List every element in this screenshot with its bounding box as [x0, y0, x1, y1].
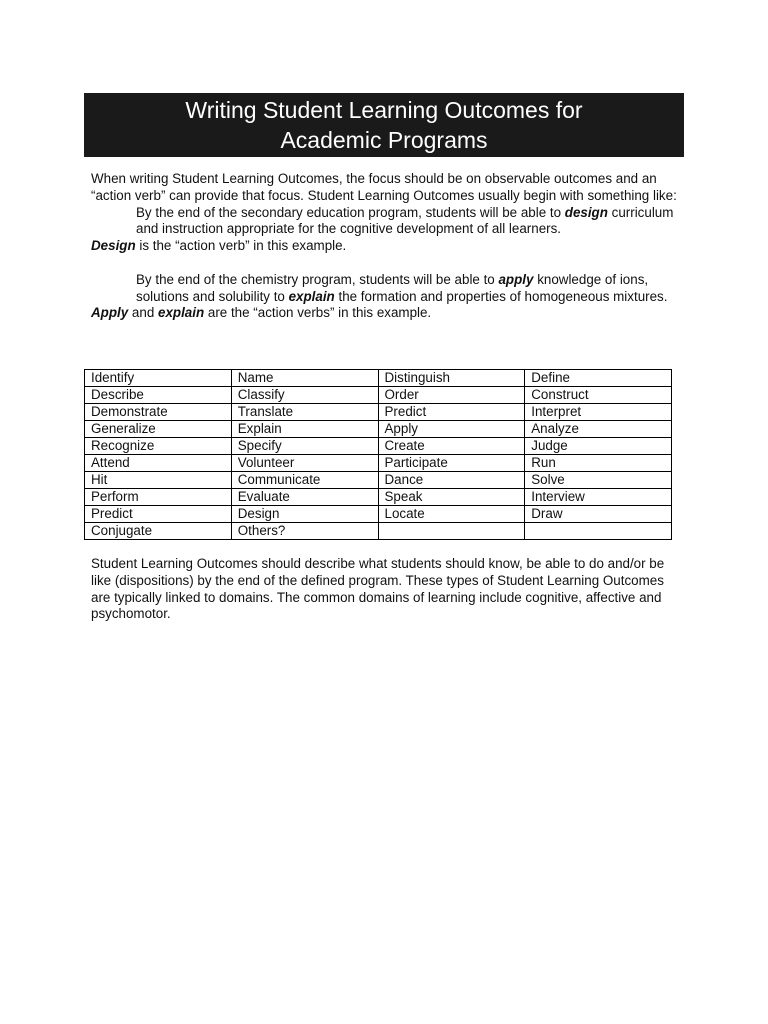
- table-cell: Classify: [231, 387, 378, 404]
- example-1: [91, 205, 681, 239]
- table-cell: Name: [231, 370, 378, 387]
- table-cell: Identify: [85, 370, 232, 387]
- table-row: [85, 370, 672, 387]
- table-row: [85, 455, 672, 472]
- example-2-note-rest: are the “action verbs” in this example.: [204, 305, 432, 321]
- example-1-post: curriculum and instruction appropriate for the cognitive development of all learners.: [136, 204, 674, 237]
- example-2-note-verb-2: explain: [158, 305, 205, 321]
- table-cell: Dance: [378, 472, 525, 489]
- table-cell: Design: [231, 506, 378, 523]
- table-cell: Demonstrate: [85, 404, 232, 421]
- table-row: [85, 387, 672, 404]
- table-cell: Speak: [378, 489, 525, 506]
- table-cell: Predict: [85, 506, 232, 523]
- table-cell: Explain: [231, 421, 378, 438]
- example-2-note-and: and: [128, 305, 158, 321]
- page-title: [84, 93, 684, 157]
- example-2-post: the formation and properties of homogeneous mixtures.: [334, 288, 668, 304]
- table-row: [85, 472, 672, 489]
- table-cell: Attend: [85, 455, 232, 472]
- table-cell: Locate: [378, 506, 525, 523]
- table-cell: Order: [378, 387, 525, 404]
- table-cell: Volunteer: [231, 455, 378, 472]
- table-cell: Analyze: [525, 421, 672, 438]
- example-1-note: [91, 238, 681, 255]
- table-cell: Run: [525, 455, 672, 472]
- table-row: [85, 523, 672, 540]
- action-verb-table: [84, 369, 672, 540]
- table-cell: Distinguish: [378, 370, 525, 387]
- table-cell: Apply: [378, 421, 525, 438]
- example-2-verb-1: apply: [498, 271, 534, 287]
- table-cell: Generalize: [85, 421, 232, 438]
- outcomes-paragraph: Student Learning Outcomes should describe what students should know, be able to do and/or be like (dispositions) by the end of the defined program. These types of Student Learning Outcomes are typically linked to domains. The common domains of learning include cognitive, affective and psychomotor.: [91, 556, 665, 622]
- spacer: [91, 255, 681, 272]
- table-cell: Draw: [525, 506, 672, 523]
- example-1-note-verb: Design: [91, 238, 136, 254]
- example-1-note-rest: is the “action verb” in this example.: [135, 238, 347, 254]
- table-cell: Judge: [525, 438, 672, 455]
- example-2-note: [91, 305, 681, 322]
- example-2: [91, 272, 681, 306]
- table-cell: Interview: [525, 489, 672, 506]
- table-cell: Others?: [231, 523, 378, 540]
- table-cell: Construct: [525, 387, 672, 404]
- table-cell: Evaluate: [231, 489, 378, 506]
- title-line-1: Writing Student Learning Outcomes for: [185, 97, 583, 123]
- example-2-verb-2: explain: [288, 288, 335, 304]
- example-1-pre: By the end of the secondary education program, students will be able to: [136, 204, 565, 220]
- example-2-pre: By the end of the chemistry program, students will be able to: [136, 271, 499, 287]
- table-cell: Predict: [378, 404, 525, 421]
- table-row: [85, 404, 672, 421]
- table-cell: Solve: [525, 472, 672, 489]
- table-cell: Participate: [378, 455, 525, 472]
- table-cell: Perform: [85, 489, 232, 506]
- title-line-2: Academic Programs: [280, 127, 488, 153]
- table-cell: Recognize: [85, 438, 232, 455]
- intro-section: [91, 171, 681, 322]
- example-2-note-verb-1: Apply: [91, 305, 129, 321]
- table-cell: [525, 523, 672, 540]
- table-cell: Specify: [231, 438, 378, 455]
- table-cell: Conjugate: [85, 523, 232, 540]
- table-cell: Translate: [231, 404, 378, 421]
- intro-paragraph: When writing Student Learning Outcomes, the focus should be on observable outcomes and an “action verb” can provide that focus. Student Learning Outcomes usually begin with something like:: [91, 171, 677, 203]
- table-cell: Communicate: [231, 472, 378, 489]
- example-2-mid: knowledge of ions, solutions and solubility to: [136, 271, 649, 304]
- table-cell: Create: [378, 438, 525, 455]
- table-cell: Describe: [85, 387, 232, 404]
- table-cell: Hit: [85, 472, 232, 489]
- table-row: [85, 489, 672, 506]
- table-cell: Interpret: [525, 404, 672, 421]
- table-row: [85, 438, 672, 455]
- table-cell: Define: [525, 370, 672, 387]
- example-1-verb: design: [564, 204, 608, 220]
- table-row: [85, 421, 672, 438]
- table-row: [85, 506, 672, 523]
- table-cell: [378, 523, 525, 540]
